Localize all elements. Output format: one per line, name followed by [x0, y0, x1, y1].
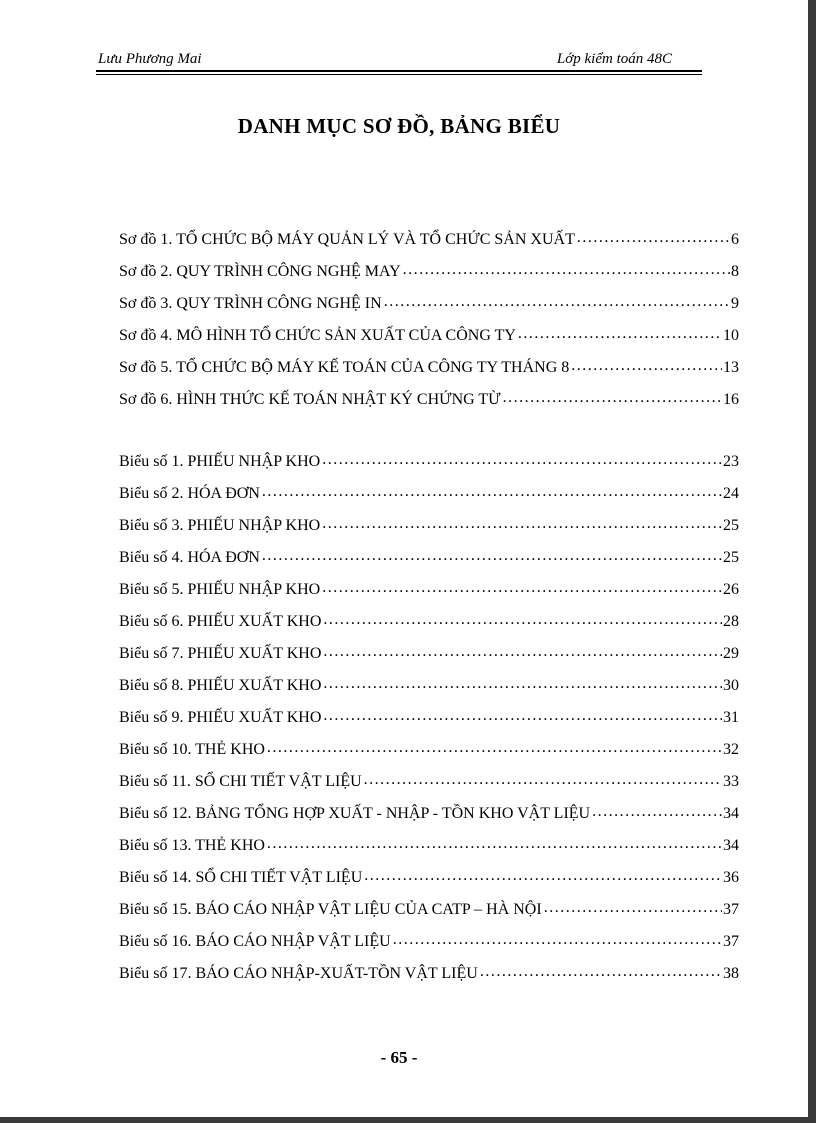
toc-entry-page: 6: [731, 231, 739, 248]
toc-entry: [119, 866, 739, 898]
toc-entry-label: Biểu số 8. PHIẾU XUẤT KHO: [119, 677, 322, 694]
toc-entry: [119, 706, 739, 738]
toc-entry: [119, 546, 739, 578]
toc-entry: [119, 898, 739, 930]
leader-dots: [518, 324, 722, 340]
toc-entry-page: 33: [723, 773, 739, 790]
leader-dots: [323, 706, 722, 722]
leader-dots: [577, 228, 730, 244]
leader-dots: [267, 834, 722, 850]
toc-entry: [119, 674, 739, 706]
toc-entry-page: 28: [723, 613, 739, 630]
toc-entry-label: Biểu số 4. HÓA ĐƠN: [119, 549, 260, 566]
leader-dots: [503, 388, 722, 404]
toc-entry-page: 8: [731, 263, 739, 280]
toc-entry: [119, 642, 739, 674]
toc-entry-label: Biểu số 11. SỔ CHI TIẾT VẬT LIỆU: [119, 773, 362, 790]
toc-entry-label: Biểu số 12. BẢNG TỔNG HỢP XUẤT - NHẬP - TỒN KHO VẬT LIỆU: [119, 805, 591, 822]
diagram-list: [119, 228, 739, 420]
toc-entry-label: Biểu số 6. PHIẾU XUẤT KHO: [119, 613, 322, 630]
toc-entry: [119, 388, 739, 420]
leader-dots: [571, 356, 722, 372]
toc-entry-page: 34: [723, 837, 739, 854]
toc-entry-page: 16: [723, 391, 739, 408]
header-rule-thick: [96, 70, 702, 72]
toc-entry: [119, 738, 739, 770]
toc-entry: [119, 930, 739, 962]
leader-dots: [480, 962, 722, 978]
section-gap: [119, 420, 739, 450]
leader-dots: [393, 930, 722, 946]
toc-entry-label: Biểu số 1. PHIẾU NHẬP KHO: [119, 453, 321, 470]
toc-entry-page: 13: [723, 359, 739, 376]
leader-dots: [323, 642, 722, 658]
toc-entry-label: Biểu số 17. BÁO CÁO NHẬP-XUẤT-TỒN VẬT LIỆU: [119, 965, 478, 982]
toc-entry: [119, 802, 739, 834]
toc-entry-label: Biểu số 13. THẺ KHO: [119, 837, 265, 854]
header-author: Lưu Phương Mai: [98, 51, 202, 67]
toc-entry-page: 32: [723, 741, 739, 758]
toc-entry: [119, 770, 739, 802]
toc-entry: [119, 610, 739, 642]
leader-dots: [403, 260, 730, 276]
toc-entry-page: 37: [723, 933, 739, 950]
toc-entry-page: 26: [723, 581, 739, 598]
table-of-contents: [119, 228, 739, 994]
toc-entry: [119, 450, 739, 482]
toc-entry-page: 23: [723, 453, 739, 470]
toc-entry: [119, 962, 739, 994]
toc-entry-label: Biểu số 5. PHIẾU NHẬP KHO: [119, 581, 321, 598]
toc-entry-page: 9: [731, 295, 739, 312]
toc-entry-label: Biểu số 15. BÁO CÁO NHẬP VẬT LIỆU CỦA CATP – HÀ NỘI: [119, 901, 542, 918]
toc-entry: [119, 482, 739, 514]
leader-dots: [267, 738, 722, 754]
toc-entry-label: Sơ đồ 2. QUY TRÌNH CÔNG NGHỆ MAY: [119, 263, 401, 280]
toc-entry-label: Biểu số 16. BÁO CÁO NHẬP VẬT LIỆU: [119, 933, 391, 950]
toc-entry-label: Biểu số 9. PHIẾU XUẤT KHO: [119, 709, 322, 726]
leader-dots: [262, 482, 722, 498]
toc-entry-label: Sơ đồ 4. MÔ HÌNH TỔ CHỨC SẢN XUẤT CỦA CÔNG TY: [119, 327, 516, 344]
leader-dots: [364, 866, 722, 882]
page-header: [96, 48, 702, 72]
toc-entry-label: Sơ đồ 5. TỔ CHỨC BỘ MÁY KẾ TOÁN CỦA CÔNG TY THÁNG 8: [119, 359, 570, 376]
leader-dots: [364, 770, 722, 786]
toc-entry: [119, 834, 739, 866]
toc-entry-page: 10: [723, 327, 739, 344]
toc-entry: [119, 578, 739, 610]
leader-dots: [262, 546, 722, 562]
toc-entry-label: Biểu số 3. PHIẾU NHẬP KHO: [119, 517, 321, 534]
leader-dots: [322, 514, 722, 530]
toc-entry-label: Sơ đồ 3. QUY TRÌNH CÔNG NGHỆ IN: [119, 295, 382, 312]
toc-entry-label: Biểu số 10. THẺ KHO: [119, 741, 265, 758]
toc-entry-page: 29: [723, 645, 739, 662]
leader-dots: [323, 610, 722, 626]
toc-entry-label: Biểu số 7. PHIẾU XUẤT KHO: [119, 645, 322, 662]
header-class: Lớp kiểm toán 48C: [556, 51, 672, 67]
toc-entry-label: Biểu số 14. SỔ CHI TIẾT VẬT LIỆU: [119, 869, 363, 886]
toc-entry-page: 34: [723, 805, 739, 822]
leader-dots: [544, 898, 722, 914]
toc-entry-label: Biểu số 2. HÓA ĐƠN: [119, 485, 260, 502]
toc-entry-page: 31: [723, 709, 739, 726]
toc-entry: [119, 228, 739, 260]
toc-entry-label: Sơ đồ 6. HÌNH THỨC KẾ TOÁN NHẬT KÝ CHỨNG TỪ: [119, 391, 501, 408]
toc-entry: [119, 356, 739, 388]
toc-entry-page: 30: [723, 677, 739, 694]
toc-entry-page: 36: [723, 869, 739, 886]
header-rule-thin: [96, 74, 702, 75]
toc-entry-page: 25: [723, 549, 739, 566]
toc-entry-label: Sơ đồ 1. TỔ CHỨC BỘ MÁY QUẢN LÝ VÀ TỔ CHỨC SẢN XUẤT: [119, 231, 575, 248]
toc-entry: [119, 324, 739, 356]
leader-dots: [323, 674, 722, 690]
leader-dots: [384, 292, 730, 308]
table-list: [119, 450, 739, 994]
page-number: - 65 -: [380, 1048, 418, 1067]
page-title: DANH MỤC SƠ ĐỒ, BẢNG BIỂU: [237, 114, 561, 138]
leader-dots: [322, 578, 722, 594]
toc-entry-page: 25: [723, 517, 739, 534]
toc-entry-page: 38: [723, 965, 739, 982]
toc-entry: [119, 292, 739, 324]
toc-entry-page: 24: [723, 485, 739, 502]
toc-entry: [119, 260, 739, 292]
toc-entry-page: 37: [723, 901, 739, 918]
toc-entry: [119, 514, 739, 546]
leader-dots: [592, 802, 722, 818]
leader-dots: [322, 450, 722, 466]
